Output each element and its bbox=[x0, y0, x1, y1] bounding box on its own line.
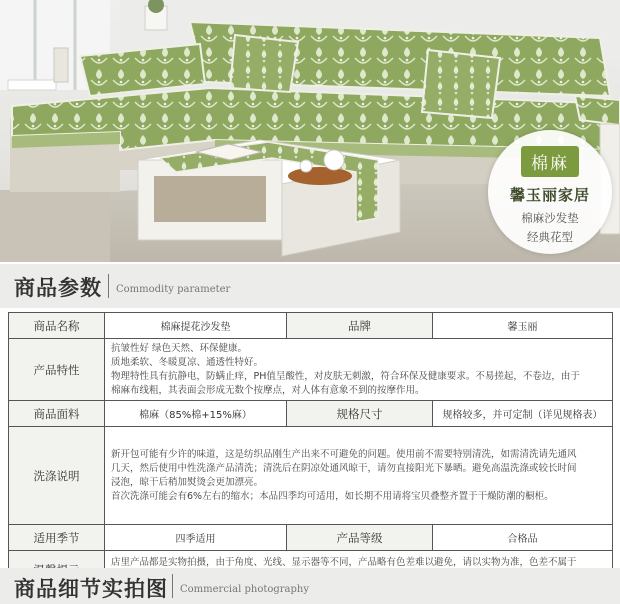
detail-section-title: 商品细节实拍图 bbox=[14, 577, 168, 601]
detail-section-subtitle: Commercial photography bbox=[180, 584, 310, 595]
wash-line: 浸泡，晾干后稍加熨烫会更加漂亮。 bbox=[111, 476, 264, 488]
wash-text bbox=[105, 427, 613, 525]
params-section-title: 商品参数 bbox=[14, 276, 102, 300]
season-label: 适用季节 bbox=[9, 525, 105, 551]
detail-section-header bbox=[0, 568, 620, 604]
badge-brand-name: 馨玉丽家居 bbox=[509, 186, 590, 204]
features-line: 抗皱性好 绿色天然、环保健康。 bbox=[111, 342, 248, 354]
features-line: 棉麻布线粗，其表面会形成无数个按摩点，对人体有意象不到的按摩作用。 bbox=[111, 384, 425, 396]
features-line: 质地柔软、冬暖夏凉、通透性特好。 bbox=[111, 356, 264, 368]
fabric-value: 棉麻（85%棉+15%麻） bbox=[105, 401, 287, 427]
table-row bbox=[9, 427, 613, 525]
brand-value: 馨玉丽 bbox=[433, 313, 613, 339]
season-value: 四季适用 bbox=[105, 525, 287, 551]
table-row bbox=[9, 313, 613, 339]
badge-material-tag: 棉麻 bbox=[521, 146, 579, 177]
params-section-header bbox=[0, 264, 620, 308]
table-row bbox=[9, 339, 613, 401]
features-line: 物理特性具有抗静电，防螨止痒，PH值呈酸性，对皮肤无刺激，符合环保及健康要求。不易搓起，不卷边，由于 bbox=[111, 370, 580, 382]
section-divider bbox=[172, 574, 173, 598]
name-label: 商品名称 bbox=[9, 313, 105, 339]
wash-line: 几天，然后使用中性洗涤产品清洗；清洗后在阴凉处通风晾干，请勿直接阳光下暴晒。避免高温洗涤或较长时间 bbox=[111, 462, 577, 474]
table-row bbox=[9, 401, 613, 427]
size-label: 规格尺寸 bbox=[287, 401, 433, 427]
section-divider bbox=[108, 274, 109, 298]
product-hero-photo bbox=[0, 0, 620, 262]
badge-product-line: 棉麻沙发垫 bbox=[521, 211, 579, 225]
grade-label: 产品等级 bbox=[287, 525, 433, 551]
brand-label: 品牌 bbox=[287, 313, 433, 339]
grade-value: 合格品 bbox=[433, 525, 613, 551]
tips-line: 店里产品都是实物拍摄，由于角度、光线、显示器等不同，产品略有色差难以避免，请以实物为准，色差不属于 bbox=[111, 556, 577, 568]
fabric-label: 商品面料 bbox=[9, 401, 105, 427]
params-section-subtitle: Commodity parameter bbox=[116, 284, 231, 295]
features-label: 产品特性 bbox=[9, 339, 105, 401]
wash-line: 首次洗涤可能会有6%左右的缩水；本品四季均可适用，如长期不用请将宝贝叠整齐置于干燥防潮的橱柜。 bbox=[111, 490, 554, 502]
badge-pattern-line: 经典花型 bbox=[527, 230, 573, 244]
brand-badge bbox=[488, 130, 612, 254]
wash-line: 新开包可能有少许的味道，这是纺织品刚生产出来不可避免的问题。使用前不需要特别清洗，如需清洗请先通风 bbox=[111, 448, 577, 460]
table-row bbox=[9, 525, 613, 551]
size-value: 规格较多，并可定制（详见规格表） bbox=[433, 401, 613, 427]
features-text bbox=[105, 339, 613, 401]
name-value: 棉麻提花沙发垫 bbox=[105, 313, 287, 339]
wash-label: 洗涤说明 bbox=[9, 427, 105, 525]
parameter-table bbox=[8, 312, 613, 589]
